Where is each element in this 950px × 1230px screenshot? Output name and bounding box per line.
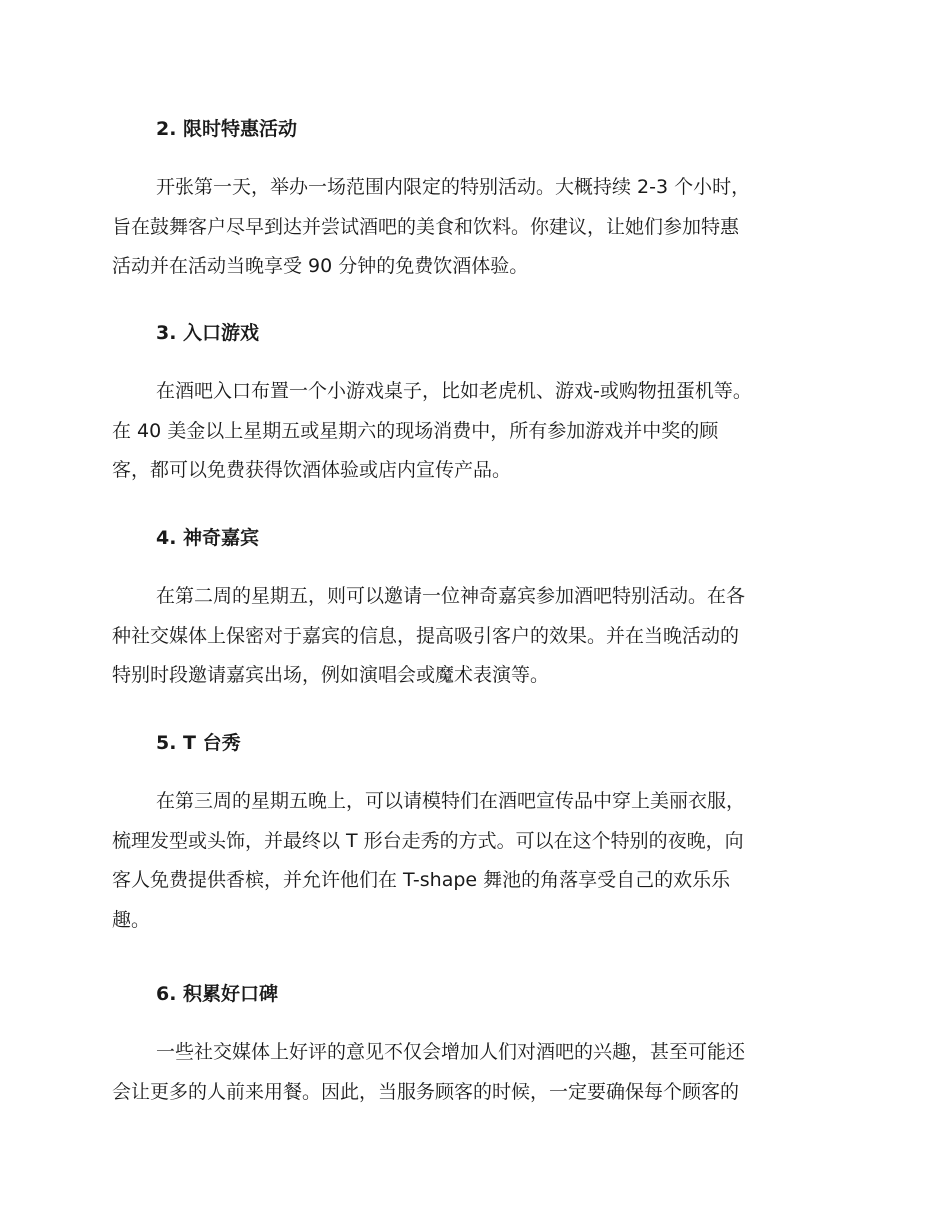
- section-paragraph: [112, 577, 832, 696]
- section-paragraph: [112, 1033, 832, 1112]
- paragraph-line: 梳理发型或头饰，并最终以 T 形台走秀的方式。可以在这个特别的夜晚，向: [112, 829, 744, 852]
- paragraph-line: 种社交媒体上保密对于嘉宾的信息，提高吸引客户的效果。并在当晚活动的: [112, 624, 740, 647]
- section-heading: 4. 神奇嘉宾: [156, 527, 260, 549]
- section-paragraph: [112, 168, 832, 287]
- paragraph-line: 在第二周的星期五，则可以邀请一位神奇嘉宾参加酒吧特别活动。在各: [156, 585, 746, 607]
- section-heading: 3. 入口游戏: [156, 322, 260, 344]
- paragraph-line: 特别时段邀请嘉宾出场，例如演唱会或魔术表演等。: [112, 664, 550, 686]
- paragraph-line: 在 40 美金以上星期五或星期六的现场消费中，所有参加游戏并中奖的顾: [112, 419, 719, 442]
- section-heading: 6. 积累好口碑: [156, 983, 279, 1005]
- section-heading: 2. 限时特惠活动: [156, 118, 298, 140]
- paragraph-line: 客人免费提供香槟，并允许他们在 T-shape 舞池的角落享受自己的欢乐乐: [112, 869, 731, 891]
- paragraph-line: 会让更多的人前来用餐。因此，当服务顾客的时候，一定要确保每个顾客的: [112, 1080, 740, 1103]
- section-paragraph: [112, 372, 832, 491]
- paragraph-line: 在第三周的星期五晚上，可以请模特们在酒吧宣传品中穿上美丽衣服，: [156, 790, 746, 812]
- paragraph-line: 一些社交媒体上好评的意见不仅会增加人们对酒吧的兴趣，甚至可能还: [156, 1041, 746, 1063]
- paragraph-line: 趣。: [112, 908, 151, 931]
- section-heading: 5. T 台秀: [156, 732, 241, 754]
- paragraph-line: 旨在鼓舞客户尽早到达并尝试酒吧的美食和饮料。你建议，让她们参加特惠: [112, 215, 740, 238]
- paragraph-line: 开张第一天，举办一场范围内限定的特别活动。大概持续 2-3 个小时，: [156, 176, 751, 198]
- section-paragraph: [112, 782, 832, 940]
- paragraph-line: 客，都可以免费获得饮酒体验或店内宣传产品。: [112, 459, 512, 481]
- paragraph-line: 在酒吧入口布置一个小游戏桌子，比如老虎机、游戏-或购物扭蛋机等。: [156, 380, 752, 402]
- paragraph-line: 活动并在活动当晚享受 90 分钟的免费饮酒体验。: [112, 255, 529, 277]
